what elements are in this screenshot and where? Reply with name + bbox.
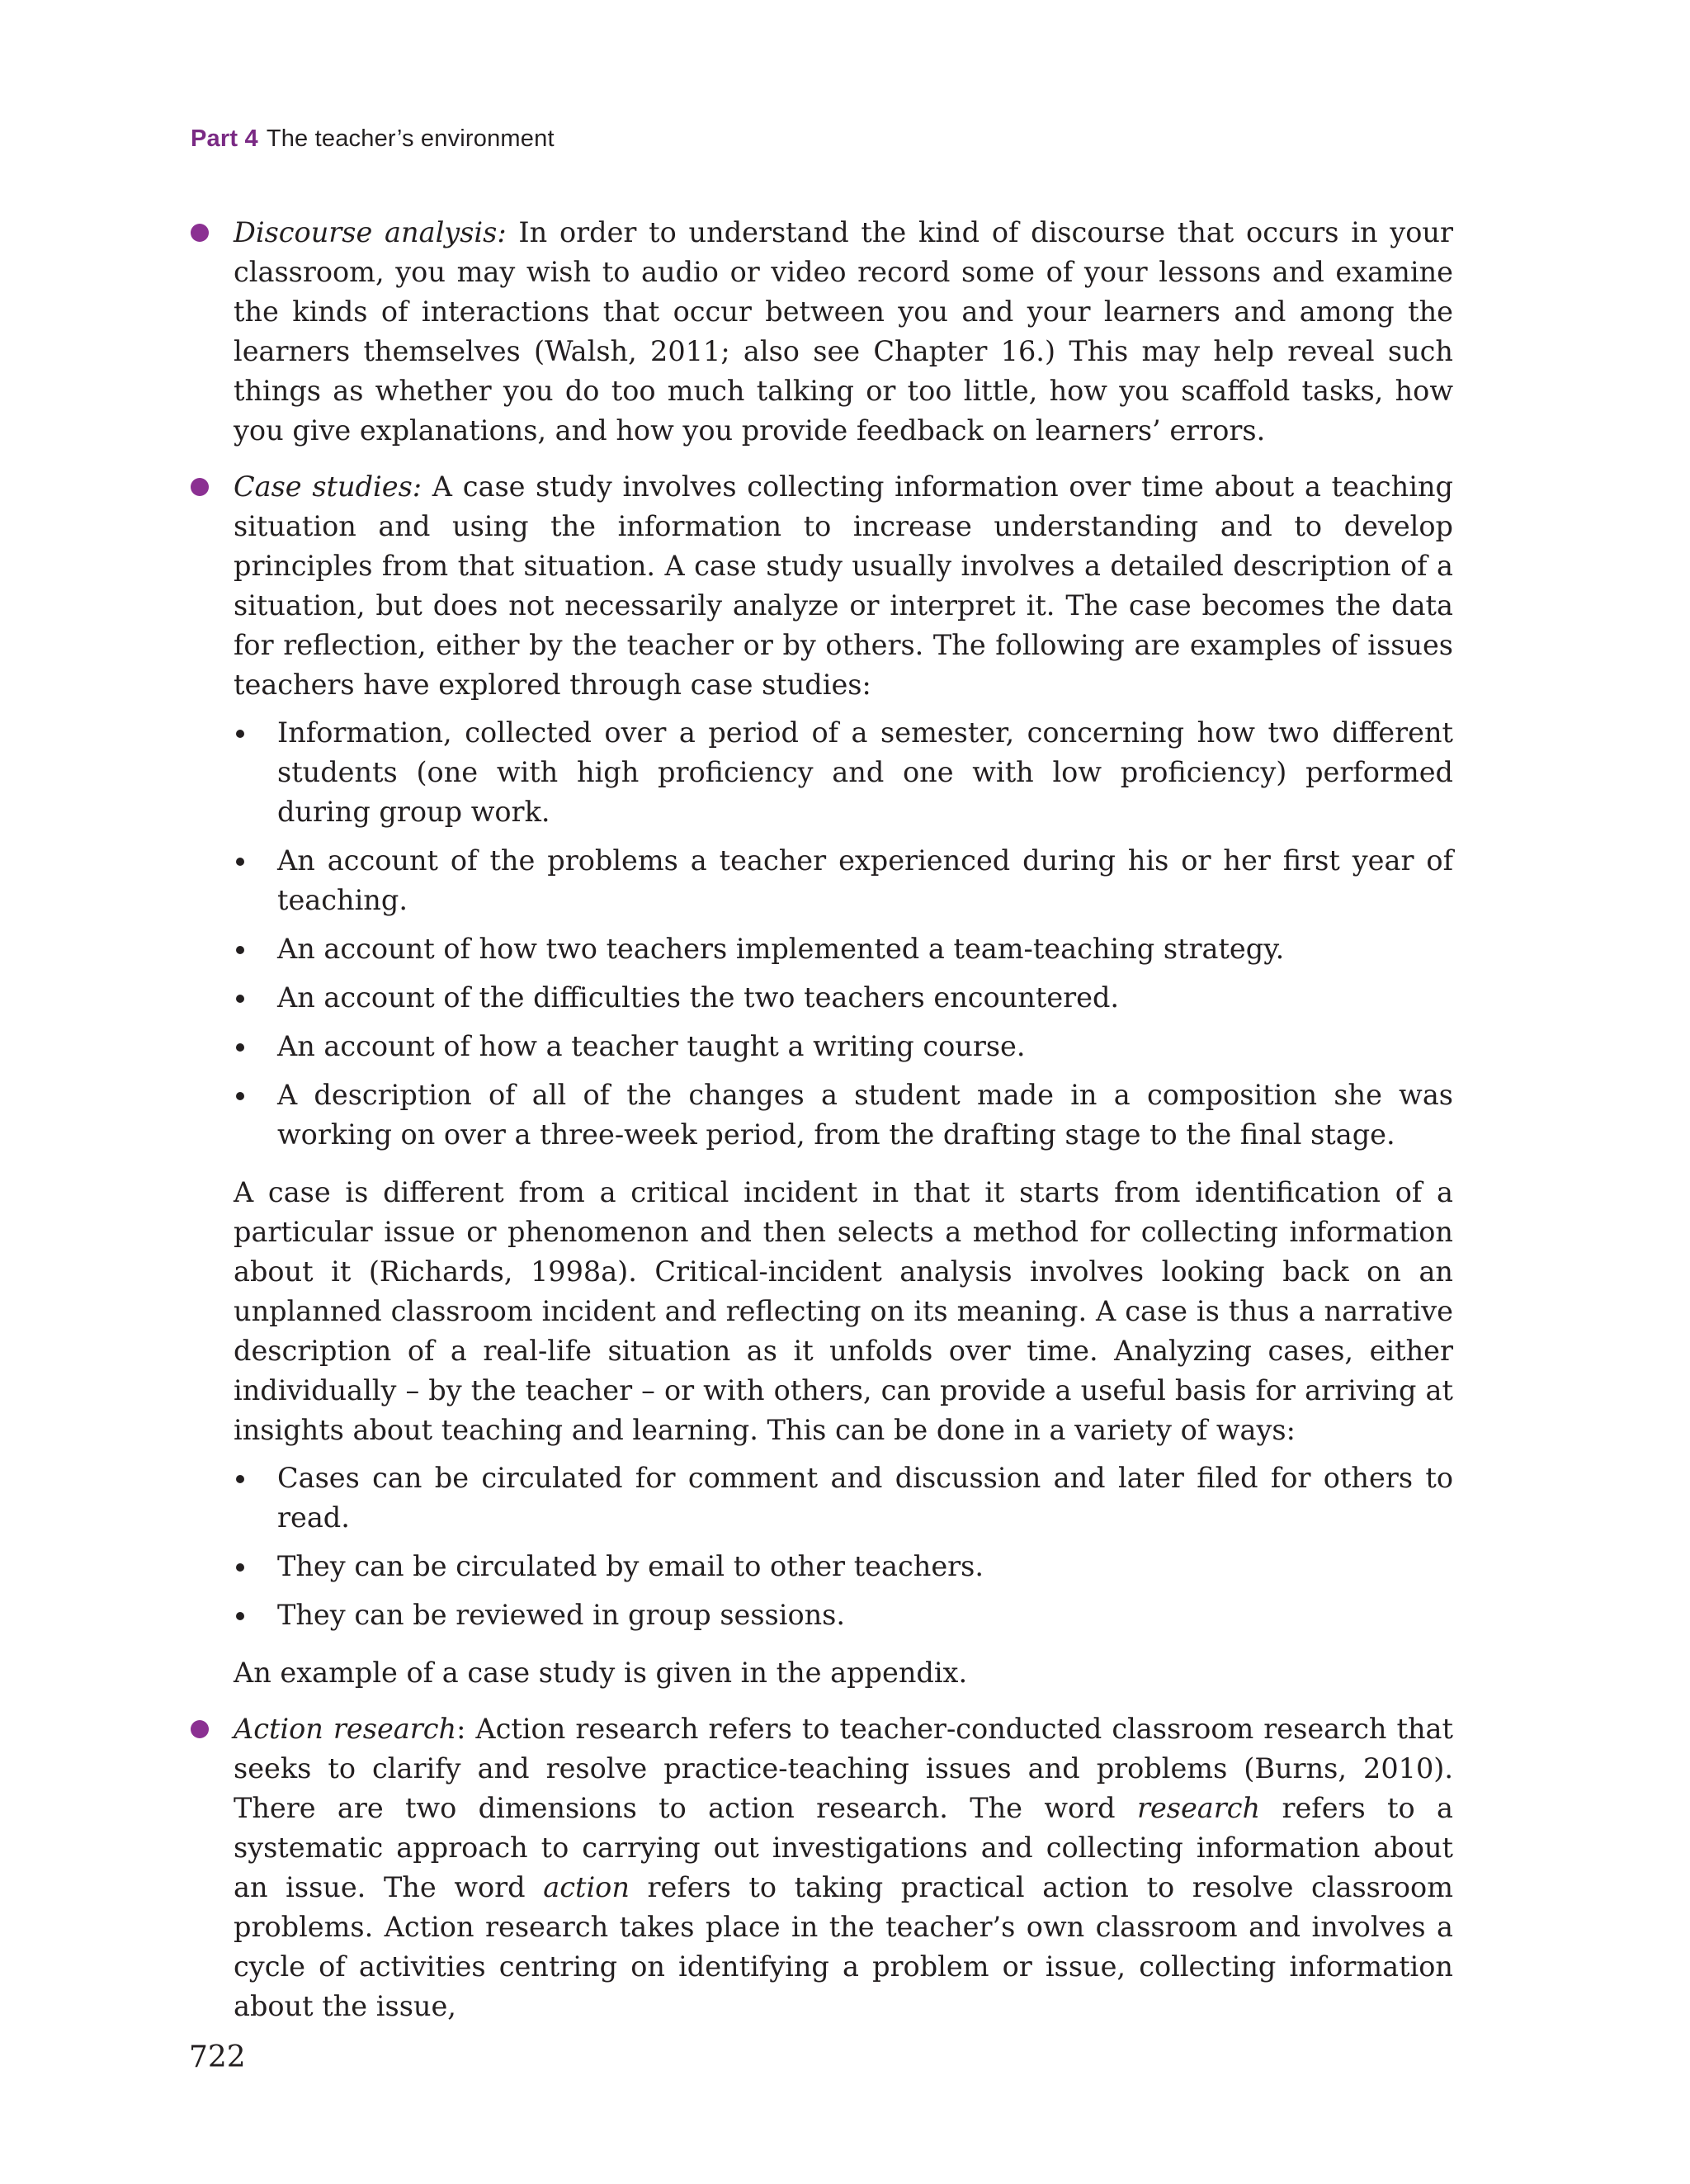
- list-item: An account of the difficulties the two teachers encountered.: [234, 978, 1453, 1018]
- item-action-research: [234, 1709, 1453, 2026]
- list-item: Cases can be circulated for comment and discussion and later filed for others to read.: [234, 1458, 1453, 1538]
- page-number: 722: [189, 2040, 246, 2074]
- list-item: An account of the problems a teacher experienced during his or her first year of teaching.: [234, 841, 1453, 920]
- purple-bullet-icon: [191, 1720, 209, 1738]
- case-difference-paragraph: A case is different from a critical incident in that it starts from identification of a particular issue or phenomenon and then selects a method for collecting information about it (Richards, 1998a). Critical-incident analysis involves looking back on an unplanned classroom incident and reflecting on its meaning. A case is thus a narrative description of a real-life situation as it unfolds over time. Analyzing cases, either individually – by the teacher – or with others, can provide a useful basis for arriving at insights about teaching and learning. This can be done in a variety of ways:: [234, 1176, 1453, 1446]
- term-discourse-analysis: Discourse analysis:: [234, 216, 507, 248]
- list-item: They can be circulated by email to other teachers.: [234, 1547, 1453, 1586]
- term-action-research: Action research: [234, 1713, 457, 1745]
- list-item: An account of how a teacher taught a writing course.: [234, 1027, 1453, 1066]
- item-discourse-analysis: [234, 213, 1453, 451]
- list-item: An account of how two teachers implemented a team-teaching strategy.: [234, 929, 1453, 969]
- term-case-studies: Case studies:: [234, 470, 422, 503]
- chapter-title: The teacher’s environment: [266, 125, 555, 152]
- word-action: action: [543, 1871, 630, 1903]
- word-research: research: [1136, 1792, 1261, 1824]
- running-header: [191, 125, 555, 153]
- list-item: They can be reviewed in group sessions.: [234, 1595, 1453, 1635]
- discourse-analysis-text: In order to understand the kind of discourse that occurs in your classroom, you may wish to audio or video record some of your lessons and examine the kinds of interactions that occur between you and your learners and among the learners themselves (Walsh, 2011; also see Chapter 16.) This may help reveal such things as whether you do too much talking or too little, how you scaffold tasks, how you give explanations, and how you provide feedback on learners’ errors.: [234, 216, 1453, 447]
- item-case-studies: [234, 467, 1453, 705]
- appendix-note: An example of a case study is given in the appendix.: [234, 1657, 968, 1689]
- purple-bullet-icon: [191, 478, 209, 496]
- case-studies-text: A case study involves collecting information over time about a teaching situation and using the information to increase understanding and to develop principles from that situation. A case study usually involves a detailed description of a situation, but does not necessarily analyze or interpret it. The case becomes the data for reflection, either by the teacher or by others. The following are examples of issues teachers have explored through case studies:: [234, 470, 1453, 701]
- case-study-examples-list: [234, 713, 1453, 1155]
- case-usage-ways-list: [234, 1458, 1453, 1635]
- action-research-text-3: refers to taking practical action to resolve classroom problems. Action research takes place in the teacher’s own classroom and involves a cycle of activities centring on identifying a problem or issue, collecting information about the issue,: [234, 1871, 1453, 2022]
- action-research-text-1: : Action research refers to teacher-conducted classroom research that seeks to clarify and resolve practice-teaching issues and problems (Burns, 2010). There are two dimensions to action research. The word: [234, 1713, 1453, 1824]
- part-label: Part 4: [191, 125, 258, 152]
- action-research-text-2: refers to a systematic approach to carrying out investigations and collecting information about an issue. The word: [234, 1792, 1453, 1903]
- purple-bullet-icon: [191, 224, 209, 242]
- main-content: [234, 213, 1453, 2026]
- list-item: Information, collected over a period of a semester, concerning how two different students (one with high proficiency and one with low proficiency) performed during group work.: [234, 713, 1453, 832]
- list-item: A description of all of the changes a student made in a composition she was working on over a three-week period, from the drafting stage to the final stage.: [234, 1075, 1453, 1155]
